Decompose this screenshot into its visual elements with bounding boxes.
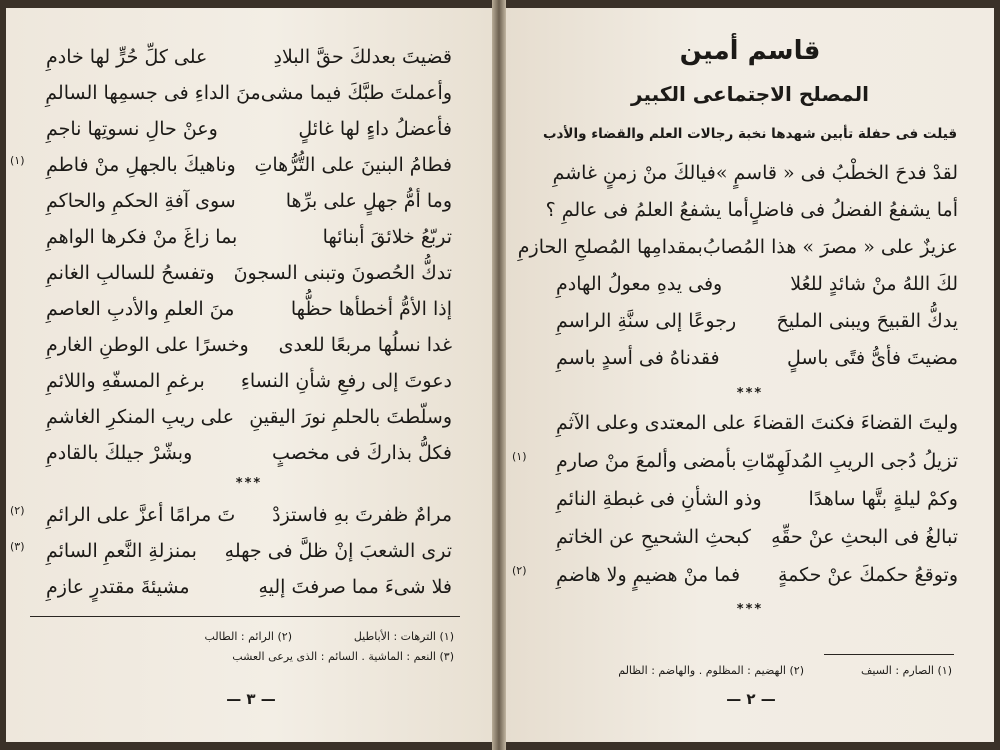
verse-second-hemistich: وفى يدهِ معولُ الهادمِ — [556, 273, 723, 295]
verse-second-hemistich: كبحثِ الشحيحِ عن الخاتمِ — [556, 526, 751, 548]
verse-first-hemistich: فكلُّ بذاركَ فى مخصبٍ — [272, 442, 452, 464]
verse-line — [506, 343, 994, 373]
verse-second-hemistich: بما زاغَ منْ فكرها الواهمِ — [46, 226, 238, 248]
verse-second-hemistich: بمنزلةِ النَّعمِ السائمِ — [46, 540, 197, 562]
book-gutter — [492, 0, 506, 750]
right-stars-divider-1: *** — [736, 386, 764, 401]
verse-second-hemistich: على كلِّ حُرٍّ لها خادمِ — [46, 46, 208, 68]
verse-line — [6, 150, 492, 180]
verse-line — [6, 258, 492, 288]
verse-line — [506, 269, 994, 299]
verse-second-hemistich: وبشّرْ جيلكَ بالقادمِ — [46, 442, 193, 464]
left-footnote-3: (٣) النعم : الماشية . السائم : الذى يرعى العشب — [232, 650, 454, 663]
verse-line — [6, 572, 492, 602]
verse-line — [6, 402, 492, 432]
verse-first-hemistich: إذا الأمُّ أخطأها حظُّها — [290, 298, 452, 320]
verse-line — [506, 306, 994, 336]
verse-first-hemistich: وسلّطتَ بالحلمِ نورَ اليقينِ — [249, 406, 452, 428]
verse-first-hemistich: عزيزٌ على « مصرَ » هذا المُصابُ — [702, 236, 958, 258]
verse-first-hemistich: تبالغُ فى البحثِ عنْ حقِّهِ — [771, 526, 958, 548]
verse-first-hemistich: وليتَ القضاءَ فكنتَ القضاءَ — [752, 412, 958, 434]
verse-line — [6, 500, 492, 530]
right-footnote-1: (١) الصارم : السيف — [860, 664, 952, 677]
right-page — [506, 8, 994, 742]
right-footnote-2: (٢) الهضيم : المظلوم . والهاضم : الظالم — [618, 664, 804, 677]
verse-line — [6, 366, 492, 396]
footnote-marker: (٢) — [10, 504, 25, 517]
verse-second-hemistich: سوى آفةِ الحكمِ والحاكمِ — [46, 190, 236, 212]
verse-first-hemistich: لكَ اللهُ منْ شائدٍ للعُلا — [790, 273, 958, 295]
verse-line — [506, 232, 994, 262]
verse-first-hemistich: فلا شىءَ مما صرفتَ إليهِ — [258, 576, 452, 598]
verse-second-hemistich: برغمِ المسفّهِ واللائمِ — [46, 370, 205, 392]
verse-line — [6, 186, 492, 216]
left-footnote-1: (١) الترهات : الأباطيل — [353, 630, 454, 643]
verse-line — [6, 78, 492, 108]
verse-second-hemistich: مشيئةَ مقتدرٍ عازمِ — [46, 576, 190, 598]
right-stars-divider-2: *** — [736, 602, 764, 617]
left-page-number: — ٣ — — [226, 690, 276, 708]
verse-line — [506, 484, 994, 514]
verse-second-hemistich: رجوعًا إلى سنَّةِ الراسمِ — [556, 310, 737, 332]
verse-second-hemistich: وخسرًا على الوطنِ الغارمِ — [46, 334, 249, 356]
verse-line — [6, 536, 492, 566]
verse-second-hemistich: بمقدامِها المُصلحِ الحازمِ — [517, 236, 703, 258]
verse-second-hemistich: تَ مرامًا أعزَّ على الرائمِ — [46, 504, 236, 526]
left-stars-divider: *** — [235, 476, 263, 491]
verse-first-hemistich: وكمْ ليلةٍ بتَّها ساهدًا — [808, 488, 958, 510]
verse-line — [506, 195, 994, 225]
verse-first-hemistich: وتوقعُ حكمكَ عنْ حكمةٍ — [777, 564, 958, 586]
verse-first-hemistich: قضيتَ بعدلكَ حقَّ البلادِ — [273, 46, 452, 68]
verse-first-hemistich: وما أمُّ جهلٍ على برِّها — [285, 190, 452, 212]
verse-line — [6, 222, 492, 252]
verse-second-hemistich: على المعتدى وعلى الآثمِ — [556, 412, 747, 434]
verse-first-hemistich: لقدْ فدحَ الخطْبُ فى « قاسمٍ » — [715, 162, 958, 184]
poem-occasion: قيلت فى حفلة تأبين شهدها نخبة رجالات العلم والقضاء والأدب — [542, 126, 958, 142]
left-page — [6, 8, 492, 742]
footnote-marker: (١) — [10, 154, 25, 167]
verse-second-hemistich: فقدناهُ فى أسدٍ باسمِ — [556, 347, 720, 369]
verse-line — [6, 330, 492, 360]
footnote-marker: (٢) — [512, 564, 527, 577]
verse-first-hemistich: وأعملتَ طبَّكَ فيما مشى — [260, 82, 452, 104]
footnote-marker: (٣) — [10, 540, 25, 553]
verse-second-hemistich: منَ العلمِ والأدبِ العاصمِ — [46, 298, 235, 320]
poem-subtitle: المصلح الاجتماعى الكبير — [631, 82, 869, 106]
verse-first-hemistich: غدا نسلُها مربعًا للعدى — [278, 334, 452, 356]
verse-first-hemistich: تدكُّ الحُصونَ وتبنى السجونَ — [233, 262, 452, 284]
right-page-number: — ٢ — — [726, 690, 776, 708]
verse-first-hemistich: تربّعُ خلائقَ أبنائها — [322, 226, 452, 248]
verse-second-hemistich: أما يشفعُ العلمُ فى عالمِ ؟ — [545, 199, 749, 221]
verse-first-hemistich: مرامٌ ظفرتَ بهِ فاستزدْ — [272, 504, 452, 526]
verse-first-hemistich: مضيتَ فأىُّ فتًى باسلٍ — [787, 347, 958, 369]
verse-line — [506, 158, 994, 188]
verse-second-hemistich: وناهيكَ بالجهلِ منْ فاطمِ — [46, 154, 236, 176]
verse-line — [6, 114, 492, 144]
verse-first-hemistich: دعوتَ إلى رفعِ شأنِ النساءِ — [240, 370, 452, 392]
verse-second-hemistich: منَ الداءِ فى جسمِها السالمِ — [45, 82, 261, 104]
verse-line — [6, 42, 492, 72]
verse-line — [506, 408, 994, 438]
verse-first-hemistich: فطامُ البنينَ على التُّرُّهاتِ — [254, 154, 452, 176]
verse-line — [506, 446, 994, 476]
verse-first-hemistich: فأعضلُ داءٍ لها غائلٍ — [298, 118, 452, 140]
verse-first-hemistich: ترى الشعبَ إنْ ظلَّ فى جهلهِ — [224, 540, 452, 562]
verse-second-hemistich: بأمضى وألمعَ منْ صارمِ — [556, 450, 737, 472]
verse-second-hemistich: وعنْ حالِ نسوتِها ناجمِ — [46, 118, 218, 140]
verse-second-hemistich: وتفسحُ للسالبِ الغانمِ — [46, 262, 215, 284]
poem-title: قاسم أمين — [679, 36, 821, 66]
verse-second-hemistich: وذو الشأنِ فى غبطةِ النائمِ — [556, 488, 762, 510]
verse-first-hemistich: يدكُّ القبيحَ ويبنى المليحَ — [776, 310, 958, 332]
verse-second-hemistich: فيالكَ منْ زمنٍ غاشمِ — [552, 162, 716, 184]
verse-first-hemistich: أما يشفعُ الفضلُ فى فاضلٍ — [748, 199, 958, 221]
verse-first-hemistich: تزيلُ دُجى الريبِ المُدلَهِمّاتِ — [741, 450, 958, 472]
footnote-marker: (١) — [512, 450, 527, 463]
left-footnote-rule — [30, 616, 460, 617]
verse-line — [6, 294, 492, 324]
verse-line — [506, 522, 994, 552]
verse-line — [6, 438, 492, 468]
left-footnote-2: (٢) الرائم : الطالب — [204, 630, 292, 643]
verse-second-hemistich: على ريبِ المنكرِ الغاشمِ — [46, 406, 235, 428]
verse-second-hemistich: فما منْ هضيمٍ ولا هاضمِ — [556, 564, 741, 586]
right-footnote-rule — [824, 654, 954, 655]
verse-line — [506, 560, 994, 590]
